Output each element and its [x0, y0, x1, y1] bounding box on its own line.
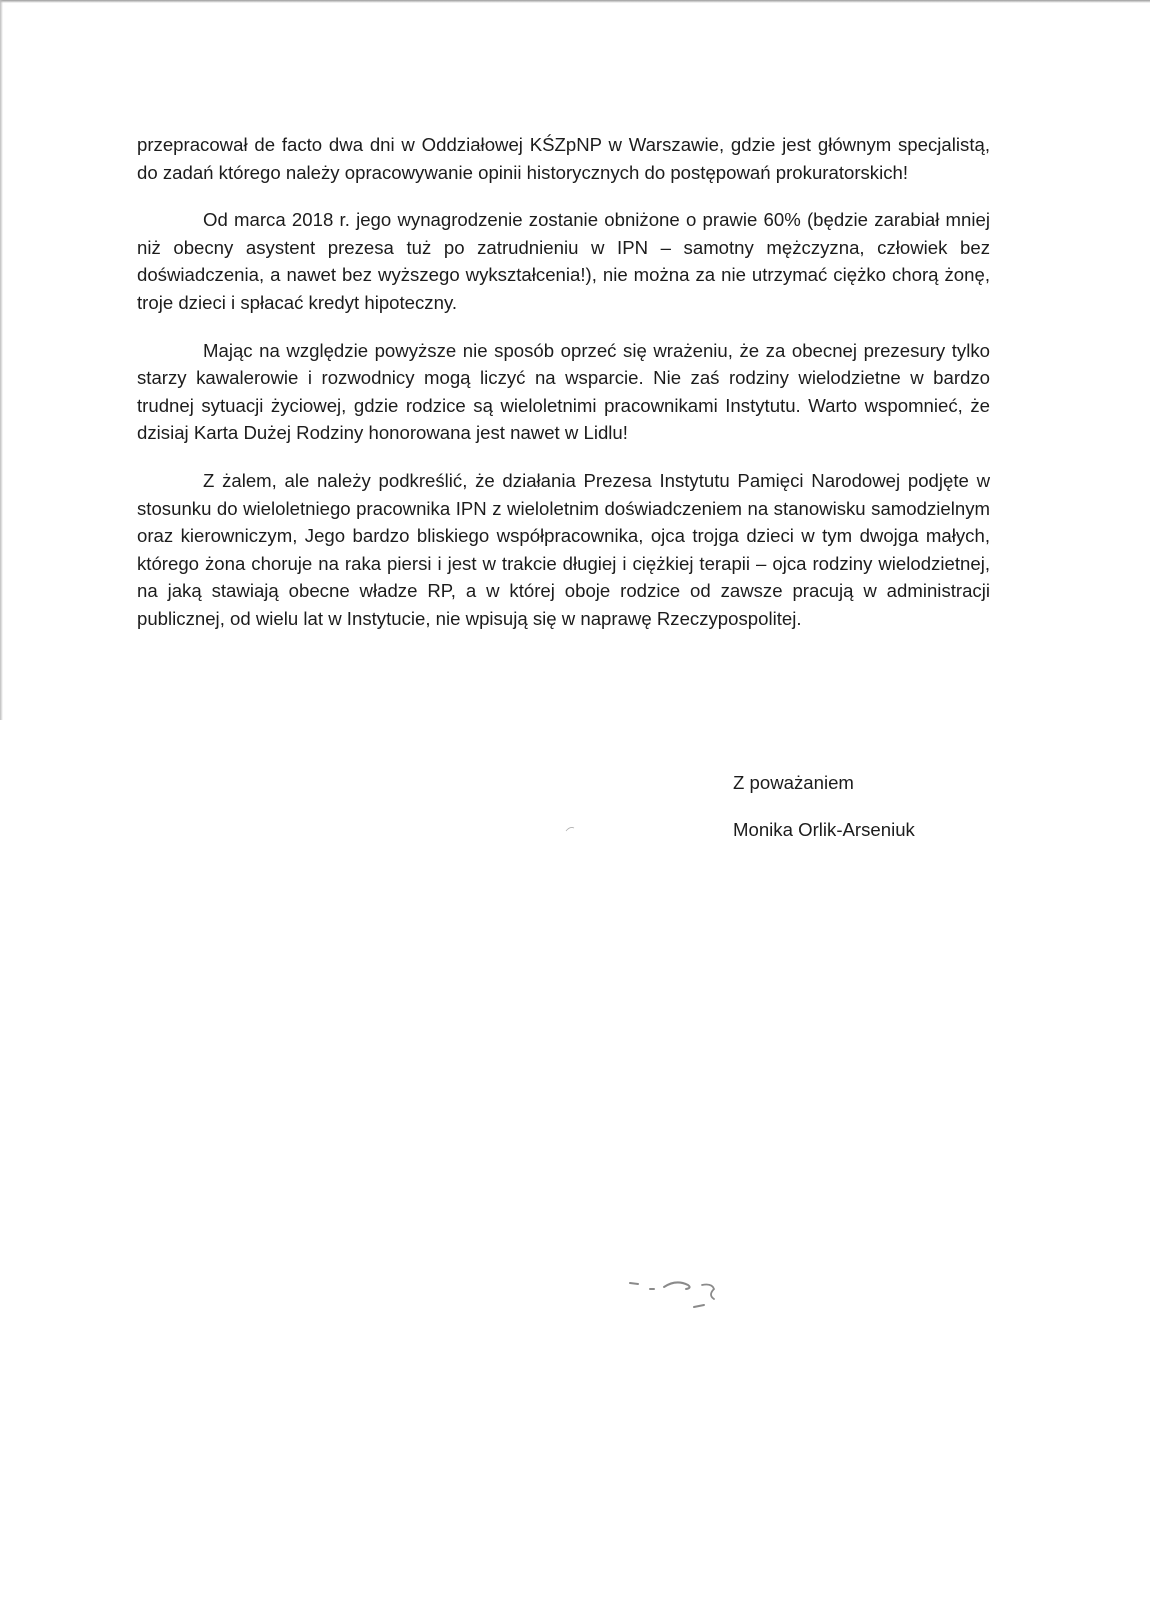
scan-edge-left	[0, 0, 3, 720]
scan-speck-icon	[565, 826, 575, 832]
closing-block	[733, 769, 915, 843]
closing-salutation: Z poważaniem	[733, 772, 854, 793]
scan-smudge-icon	[628, 1275, 748, 1315]
paragraph-1: przepracował de facto dwa dni w Oddziałowej KŚZpNP w Warszawie, gdzie jest głównym specjalistą, do zadań którego należy opracowywanie opinii historycznych do postępowań prokuratorskich!	[137, 134, 990, 183]
paragraph-2: Od marca 2018 r. jego wynagrodzenie zostanie obniżone o prawie 60% (będzie zarabiał mniej niż obecny asystent prezesa tuż po zatrudnieniu w IPN – samotny mężczyzna, człowiek bez doświadczenia, a nawet bez wyższego wykształcenia!), nie można za nie utrzymać ciężko chorą żonę, troje dzieci i spłacać kredyt hipoteczny.	[137, 209, 990, 313]
paragraph-4: Z żalem, ale należy podkreślić, że działania Prezesa Instytutu Pamięci Narodowej podjęte w stosunku do wieloletniego pracownika IPN z wieloletnim doświadczeniem na stanowisku samodzielnym oraz kierowniczym, Jego bardzo bliskiego współpracownika, ojca trojga dzieci w tym dwojga małych, którego żona choruje na raka piersi i jest w trakcie długiej i ciężkiej terapii – ojca rodziny wielodzietnej, na jaką stawiają obecne władze RP, a w której oboje rodzice od zawsze pracują w administracji publicznej, od wielu lat w Instytucie, nie wpisują się w naprawę Rzeczypospolitej.	[137, 469, 990, 629]
letter-body	[137, 131, 990, 653]
paragraph-3: Mając na względzie powyższe nie sposób oprzeć się wrażeniu, że za obecnej prezesury tylko starzy kawalerowie i rozwodnicy mogą liczyć na wsparcie. Nie zaś rodziny wielodzietne w bardzo trudnej sytuacji życiowej, gdzie rodzice są wieloletnimi pracownikami Instytutu. Warto wspomnieć, że dzisiaj Karta Dużej Rodziny honorowana jest nawet w Lidlu!	[137, 339, 990, 444]
signer-name: Monika Orlik-Arseniuk	[733, 819, 915, 840]
scan-edge-top	[0, 0, 1150, 3]
